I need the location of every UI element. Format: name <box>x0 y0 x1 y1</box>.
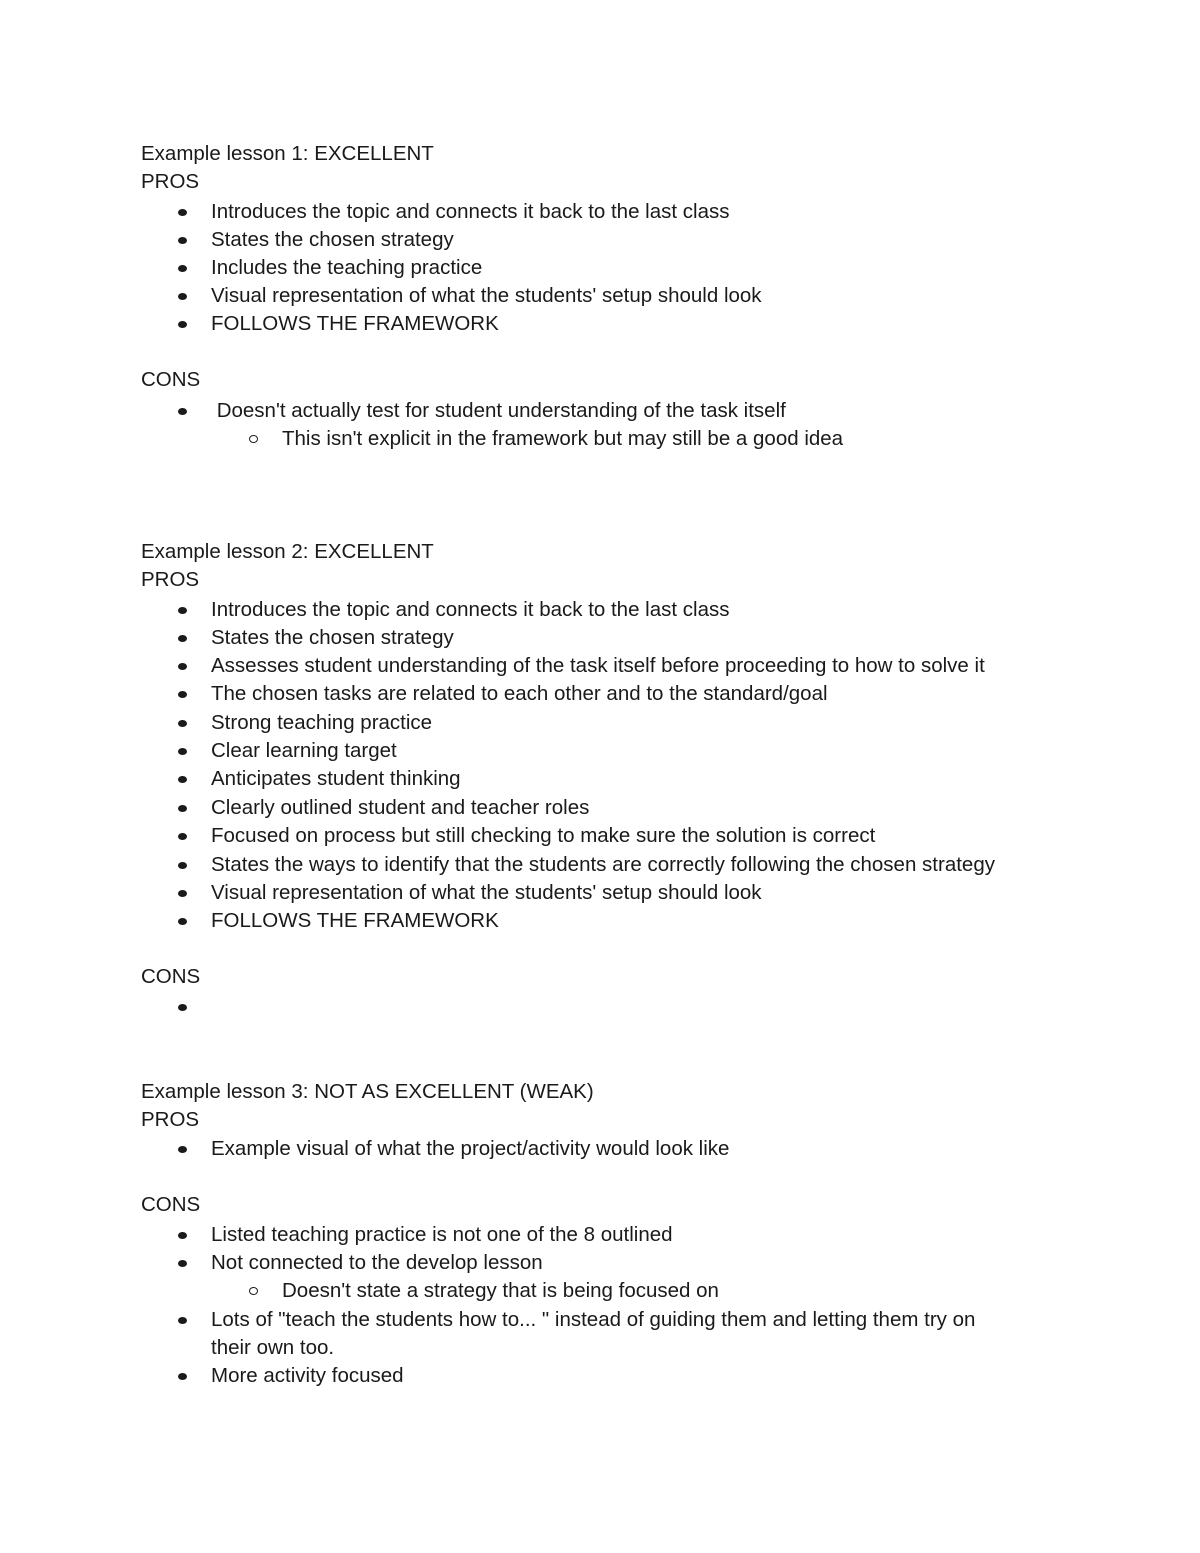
lesson-2-title: Example lesson 2: EXCELLENT <box>141 540 434 563</box>
lesson-2-pro-item: Assesses student understanding of the task itself before proceeding to how to solve it <box>211 654 985 677</box>
bullet-icon <box>178 607 187 614</box>
lesson-3-cons-heading: CONS <box>141 1193 201 1216</box>
lesson-3-con-item: Listed teaching practice is not one of the 8 outlined <box>211 1223 673 1246</box>
lesson-1-con-item: Doesn't actually test for student understanding of the task itself <box>211 399 786 422</box>
lesson-1-cons-heading: CONS <box>141 368 201 391</box>
lesson-2-pro-item: Clear learning target <box>211 739 397 762</box>
bullet-icon <box>178 833 187 840</box>
lesson-2-pros-heading: PROS <box>141 568 200 591</box>
lesson-3-con-item: Not connected to the develop lesson <box>211 1251 543 1274</box>
lesson-1-pro-item: FOLLOWS THE FRAMEWORK <box>211 312 499 335</box>
lesson-1-pro-item: States the chosen strategy <box>211 228 454 251</box>
lesson-1-pro-item: Includes the teaching practice <box>211 256 483 279</box>
bullet-icon <box>178 862 187 869</box>
lesson-3-con-item: More activity focused <box>211 1364 404 1387</box>
bullet-icon <box>178 209 187 216</box>
lesson-2-pro-item: Introduces the topic and connects it back to the last class <box>211 598 730 621</box>
lesson-3-con-item-continuation: their own too. <box>211 1336 335 1359</box>
bullet-icon <box>178 691 187 698</box>
bullet-icon <box>178 663 187 670</box>
bullet-icon <box>178 776 187 783</box>
lesson-2-pro-item: States the chosen strategy <box>211 626 454 649</box>
lesson-3-con-item: Lots of "teach the students how to... " instead of guiding them and letting them try on <box>211 1308 976 1331</box>
bullet-icon <box>178 805 187 812</box>
lesson-2-pro-item: Anticipates student thinking <box>211 767 461 790</box>
bullet-icon <box>178 293 187 300</box>
bullet-icon <box>178 408 187 415</box>
hollow-bullet-icon <box>249 435 258 443</box>
bullet-icon <box>178 1317 187 1324</box>
bullet-icon <box>178 1260 187 1267</box>
lesson-1-pro-item: Introduces the topic and connects it back to the last class <box>211 200 730 223</box>
bullet-icon <box>178 1232 187 1239</box>
lesson-2-pro-item: States the ways to identify that the students are correctly following the chosen strategy <box>211 853 995 876</box>
lesson-1-con-subitem: This isn't explicit in the framework but may still be a good idea <box>282 427 844 450</box>
bullet-icon <box>178 265 187 272</box>
bullet-icon <box>178 635 187 642</box>
lesson-2-pro-item: Focused on process but still checking to make sure the solution is correct <box>211 824 876 847</box>
lesson-3-pro-item: Example visual of what the project/activity would look like <box>211 1137 730 1160</box>
lesson-2-pro-item: FOLLOWS THE FRAMEWORK <box>211 909 499 932</box>
lesson-3-title: Example lesson 3: NOT AS EXCELLENT (WEAK) <box>141 1080 594 1103</box>
lesson-3-con-subitem: Doesn't state a strategy that is being focused on <box>282 1279 719 1302</box>
bullet-icon <box>178 237 187 244</box>
lesson-1-pros-heading: PROS <box>141 170 200 193</box>
lesson-3-pros-heading: PROS <box>141 1108 200 1131</box>
bullet-icon <box>178 1373 187 1380</box>
lesson-2-cons-heading: CONS <box>141 965 201 988</box>
bullet-icon <box>178 918 187 925</box>
lesson-2-pro-item: Clearly outlined student and teacher roles <box>211 796 590 819</box>
bullet-icon <box>178 1004 187 1011</box>
bullet-icon <box>178 1146 187 1153</box>
lesson-1-title: Example lesson 1: EXCELLENT <box>141 142 434 165</box>
lesson-2-pro-item: Visual representation of what the students' setup should look <box>211 881 762 904</box>
bullet-icon <box>178 748 187 755</box>
bullet-icon <box>178 321 187 328</box>
bullet-icon <box>178 890 187 897</box>
lesson-1-pro-item: Visual representation of what the students' setup should look <box>211 284 762 307</box>
bullet-icon <box>178 720 187 727</box>
lesson-2-pro-item: The chosen tasks are related to each other and to the standard/goal <box>211 682 828 705</box>
hollow-bullet-icon <box>249 1287 258 1295</box>
lesson-2-pro-item: Strong teaching practice <box>211 711 433 734</box>
